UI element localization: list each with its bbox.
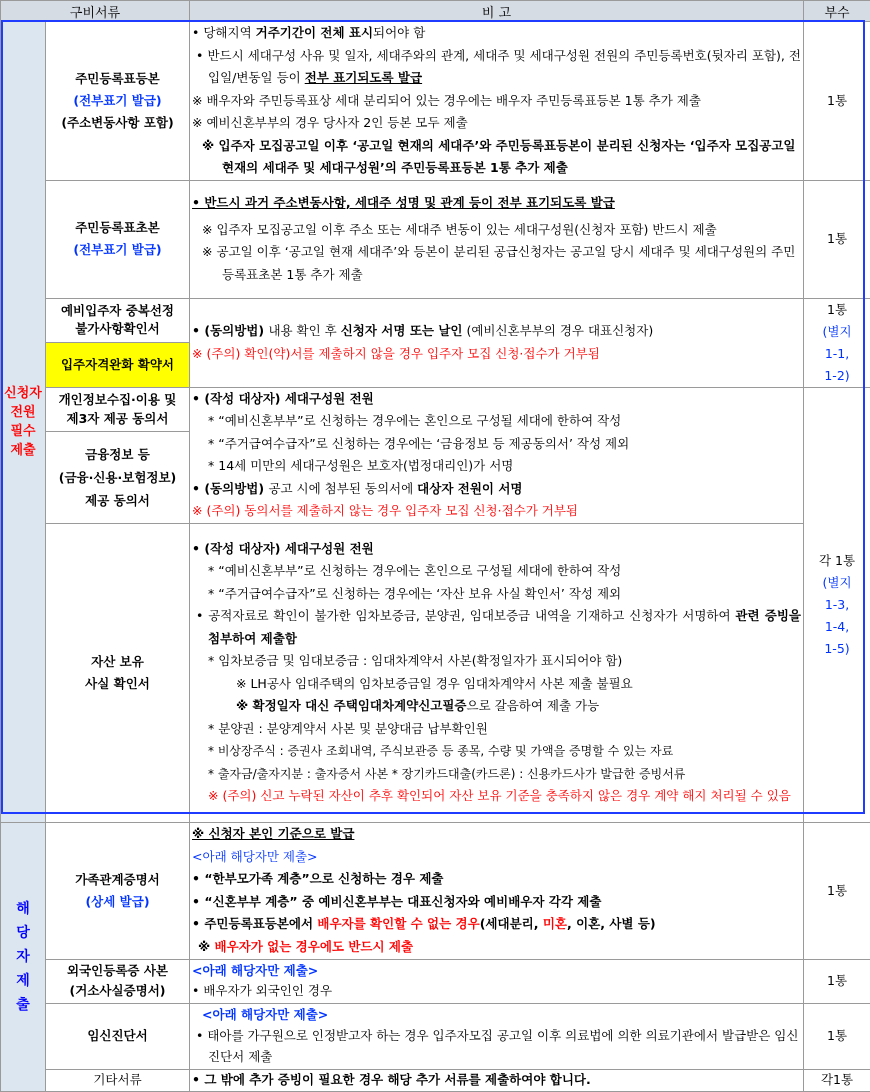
remarks-prospective — [190, 298, 804, 387]
remark-line: • 반드시 세대구성 사유 및 일자, 세대주와의 관계, 세대주 및 세대구성원 전원의 주민등록번호(뒷자리 포함), 전입일/변동일 등이 전부 표기되도록 발급 — [192, 45, 801, 90]
group-applicable-text: 해 당 자 제 출 — [16, 901, 30, 1013]
copies-count: 1통 — [806, 299, 868, 321]
doc-name-eligibility-pledge: 입주자격완화 확약서 — [46, 343, 190, 388]
remark-line: • 주민등록표등본에서 배우자를 확인할 수 없는 경우(세대분리, 미혼, 이혼, 사별 등) — [192, 913, 801, 936]
remarks-privacy — [190, 387, 804, 523]
table-row — [1, 1003, 870, 1069]
table-row — [1, 22, 870, 181]
doc-name-privacy-consent — [46, 387, 190, 432]
header-remarks: 비 고 — [190, 1, 804, 22]
remark-line: • (동의방법) 공고 시에 첨부된 동의서에 대상자 전원이 서명 — [192, 478, 801, 501]
remark-line: * 출자금/출자지분 : 출자증서 사본 * 장기카드대출(카드론) : 신용카드사가 발급한 증빙서류 — [192, 763, 801, 786]
doc-name-line: 자산 보유 — [48, 651, 187, 673]
copies-foreign: 1통 — [804, 959, 870, 1003]
remark-line: ※ 배우자와 주민등록표상 세대 분리되어 있는 경우에는 배우자 주민등록표등본 1통 추가 제출 — [192, 90, 801, 113]
doc-name-foreign-registration — [46, 959, 190, 1003]
remark-line: ※ 신청자 본인 기준으로 발급 — [192, 823, 801, 846]
copies-pregnancy: 1통 — [804, 1003, 870, 1069]
doc-name-line: 제3자 제공 동의서 — [48, 409, 187, 428]
doc-name-line: 예비입주자 중복선정 — [48, 302, 187, 320]
doc-name-line: 금융정보 등 — [48, 443, 187, 466]
header-documents: 구비서류 — [1, 1, 190, 22]
copies-resident-register: 1통 — [804, 22, 870, 181]
table-row — [1, 180, 870, 298]
remark-line: • 당해지역 거주기간이 전체 표시되어야 함 — [192, 22, 801, 45]
remark-line: • (동의방법) 내용 확인 후 신청자 서명 또는 날인 (예비신혼부부의 경우 대표신청자) — [192, 320, 801, 343]
doc-name-financial-consent — [46, 432, 190, 523]
remark-line: • (작성 대상자) 세대구성원 전원 — [192, 388, 801, 411]
doc-name-asset-confirmation — [46, 523, 190, 822]
doc-name-resident-abstract — [46, 180, 190, 298]
doc-name-other: 기타서류 — [46, 1069, 190, 1091]
doc-name-line: 외국인등록증 사본 — [48, 961, 187, 981]
remarks-pregnancy — [190, 1003, 804, 1069]
remark-line: ※ 공고일 이후 ‘공고일 현재 세대주’와 등본이 분리된 공급신청자는 공고일 당시 세대주 및 세대구성원의 주민등록표초본 1통 추가 제출 — [192, 241, 801, 286]
remarks-resident-abstract — [190, 180, 804, 298]
remark-line: * “예비신혼부부”로 신청하는 경우에는 혼인으로 구성될 세대에 한하여 작성 — [192, 410, 801, 433]
copies-ref: 1-3, — [806, 594, 868, 616]
copies-ref: (별지 — [806, 321, 868, 343]
table-header-row — [1, 1, 870, 22]
copies-prospective — [804, 298, 870, 387]
remark-line: <아래 해당자만 제출> — [192, 846, 801, 869]
doc-name-family-relation — [46, 822, 190, 959]
remark-line: • 배우자가 외국인인 경우 — [192, 981, 801, 1001]
doc-name-duplicate-check — [46, 298, 190, 343]
doc-name-line: (금융·신용·보험정보) — [48, 466, 187, 489]
copies-ref: 1-5) — [806, 638, 868, 660]
remarks-other: • 그 밖에 추가 증빙이 필요한 경우 해당 추가 서류를 제출하여야 합니다. — [190, 1069, 804, 1091]
header-copies: 부수 — [804, 1, 870, 22]
table-row — [1, 1069, 870, 1091]
table-row — [1, 523, 870, 822]
remark-line: * “예비신혼부부”로 신청하는 경우에는 혼인으로 구성될 세대에 한하여 작성 — [192, 560, 801, 583]
doc-name-resident-register — [46, 22, 190, 181]
doc-name-note: (주소변동사항 포함) — [48, 112, 187, 134]
remark-line: * 비상장주식 : 증권사 조회내역, 주식보관증 등 종목, 수량 및 가액을 증명할 수 있는 자료 — [192, 740, 801, 763]
copies-ref: 1-4, — [806, 616, 868, 638]
remark-line: * “주거급여수급자”로 신청하는 경우에는 ‘금융정보 등 제공동의서’ 작성 제외 — [192, 433, 801, 456]
doc-name-note: (전부표기 발급) — [48, 239, 187, 261]
copies-count: 각 1통 — [806, 550, 868, 572]
doc-name-line: (거소사실증명서) — [48, 981, 187, 1001]
copies-ref: (별지 — [806, 572, 868, 594]
doc-name-line: 가족관계증명서 — [48, 869, 187, 891]
remark-line: ※ (주의) 신고 누락된 자산이 추후 확인되어 자산 보유 기준을 충족하지 않은 경우 계약 해지 처리될 수 있음 — [192, 785, 801, 808]
remark-line: • (작성 대상자) 세대구성원 전원 — [192, 538, 801, 561]
doc-name-line: 개인정보수집·이용 및 — [48, 390, 187, 409]
remark-line: ※ 배우자가 없는 경우에도 반드시 제출 — [192, 936, 801, 959]
doc-name-pregnancy: 임신진단서 — [46, 1003, 190, 1069]
copies-other: 각1통 — [804, 1069, 870, 1091]
remark-line: ※ 입주자 모집공고일 이후 주소 또는 세대주 변동이 있는 세대구성원(신청자 포함) 반드시 제출 — [192, 219, 801, 242]
doc-name-line: 불가사항확인서 — [48, 320, 187, 338]
doc-name-note: (전부표기 발급) — [48, 90, 187, 112]
group-applicable-label — [1, 822, 46, 1091]
remark-line: ※ 확정일자 대신 주택임대차계약신고필증으로 갈음하여 제출 가능 — [192, 695, 801, 718]
table-row — [1, 298, 870, 343]
remark-line: <아래 해당자만 제출> — [192, 961, 801, 981]
doc-name-line: 주민등록표등본 — [48, 68, 187, 90]
remark-line: ※ 예비신혼부부의 경우 당사자 2인 등본 모두 제출 — [192, 112, 801, 135]
remark-line: ※ (주의) 확인(약)서를 제출하지 않을 경우 입주자 모집 신청·접수가 거부됨 — [192, 343, 801, 366]
remark-line: * 임차보증금 및 임대보증금 : 임대차계약서 사본(확정일자가 표시되어야 함) — [192, 650, 801, 673]
doc-name-line: 제공 동의서 — [48, 489, 187, 512]
remark-line: • “신혼부부 계층” 중 예비신혼부부는 대표신청자와 예비배우자 각각 제출 — [192, 891, 801, 914]
table-row — [1, 959, 870, 1003]
remarks-resident-register — [190, 22, 804, 181]
group-required-text: 신청자 전원 필수 제출 — [4, 386, 42, 458]
remark-line: * “주거급여수급자”로 신청하는 경우에는 ‘자산 보유 사실 확인서’ 작성 제외 — [192, 583, 801, 606]
copies-ref: 1-1, — [806, 343, 868, 365]
doc-name-note: (상세 발급) — [48, 891, 187, 913]
copies-ref: 1-2) — [806, 365, 868, 387]
remark-line: ※ LH공사 임대주택의 임차보증금일 경우 임대차계약서 사본 제출 불필요 — [192, 673, 801, 696]
group-required-label — [1, 22, 46, 823]
copies-privacy-assets — [804, 387, 870, 822]
remarks-family — [190, 822, 804, 959]
remarks-foreign — [190, 959, 804, 1003]
remark-line: ※ (주의) 동의서를 제출하지 않는 경우 입주자 모집 신청·접수가 거부됨 — [192, 500, 801, 523]
doc-name-line: 사실 확인서 — [48, 673, 187, 695]
remark-line: * 분양권 : 분양계약서 사본 및 분양대금 납부확인원 — [192, 718, 801, 741]
remark-line: • 공적자료로 확인이 불가한 임차보증금, 분양권, 임대보증금 내역을 기재하고 신청자가 서명하여 관련 증빙을 첨부하여 제출함 — [192, 605, 801, 650]
remarks-assets — [190, 523, 804, 822]
remark-line: * 14세 미만의 세대구성원은 보호자(법정대리인)가 서명 — [192, 455, 801, 478]
table-row — [1, 387, 870, 432]
copies-family: 1통 — [804, 822, 870, 959]
table-row — [1, 822, 870, 959]
copies-resident-abstract: 1통 — [804, 180, 870, 298]
remark-line: • 태아를 가구원으로 인정받고자 하는 경우 입주자모집 공고일 이후 의료법에 의한 의료기관에서 발급받은 임신진단서 제출 — [192, 1025, 801, 1067]
remark-line: • 반드시 과거 주소변동사항, 세대주 성명 및 관계 등이 전부 표기되도록 발급 — [192, 192, 801, 215]
remark-line: ※ 입주자 모집공고일 이후 ‘공고일 현재의 세대주’와 주민등록표등본이 분리된 신청자는 ‘입주자 모집공고일 현재의 세대주 및 세대구성원’의 주민등록표등본 1통 추가 제출 — [192, 135, 801, 180]
remark-line: <아래 해당자만 제출> — [192, 1005, 801, 1025]
doc-name-line: 주민등록표초본 — [48, 217, 187, 239]
remark-line: • “한부모가족 계층”으로 신청하는 경우 제출 — [192, 868, 801, 891]
